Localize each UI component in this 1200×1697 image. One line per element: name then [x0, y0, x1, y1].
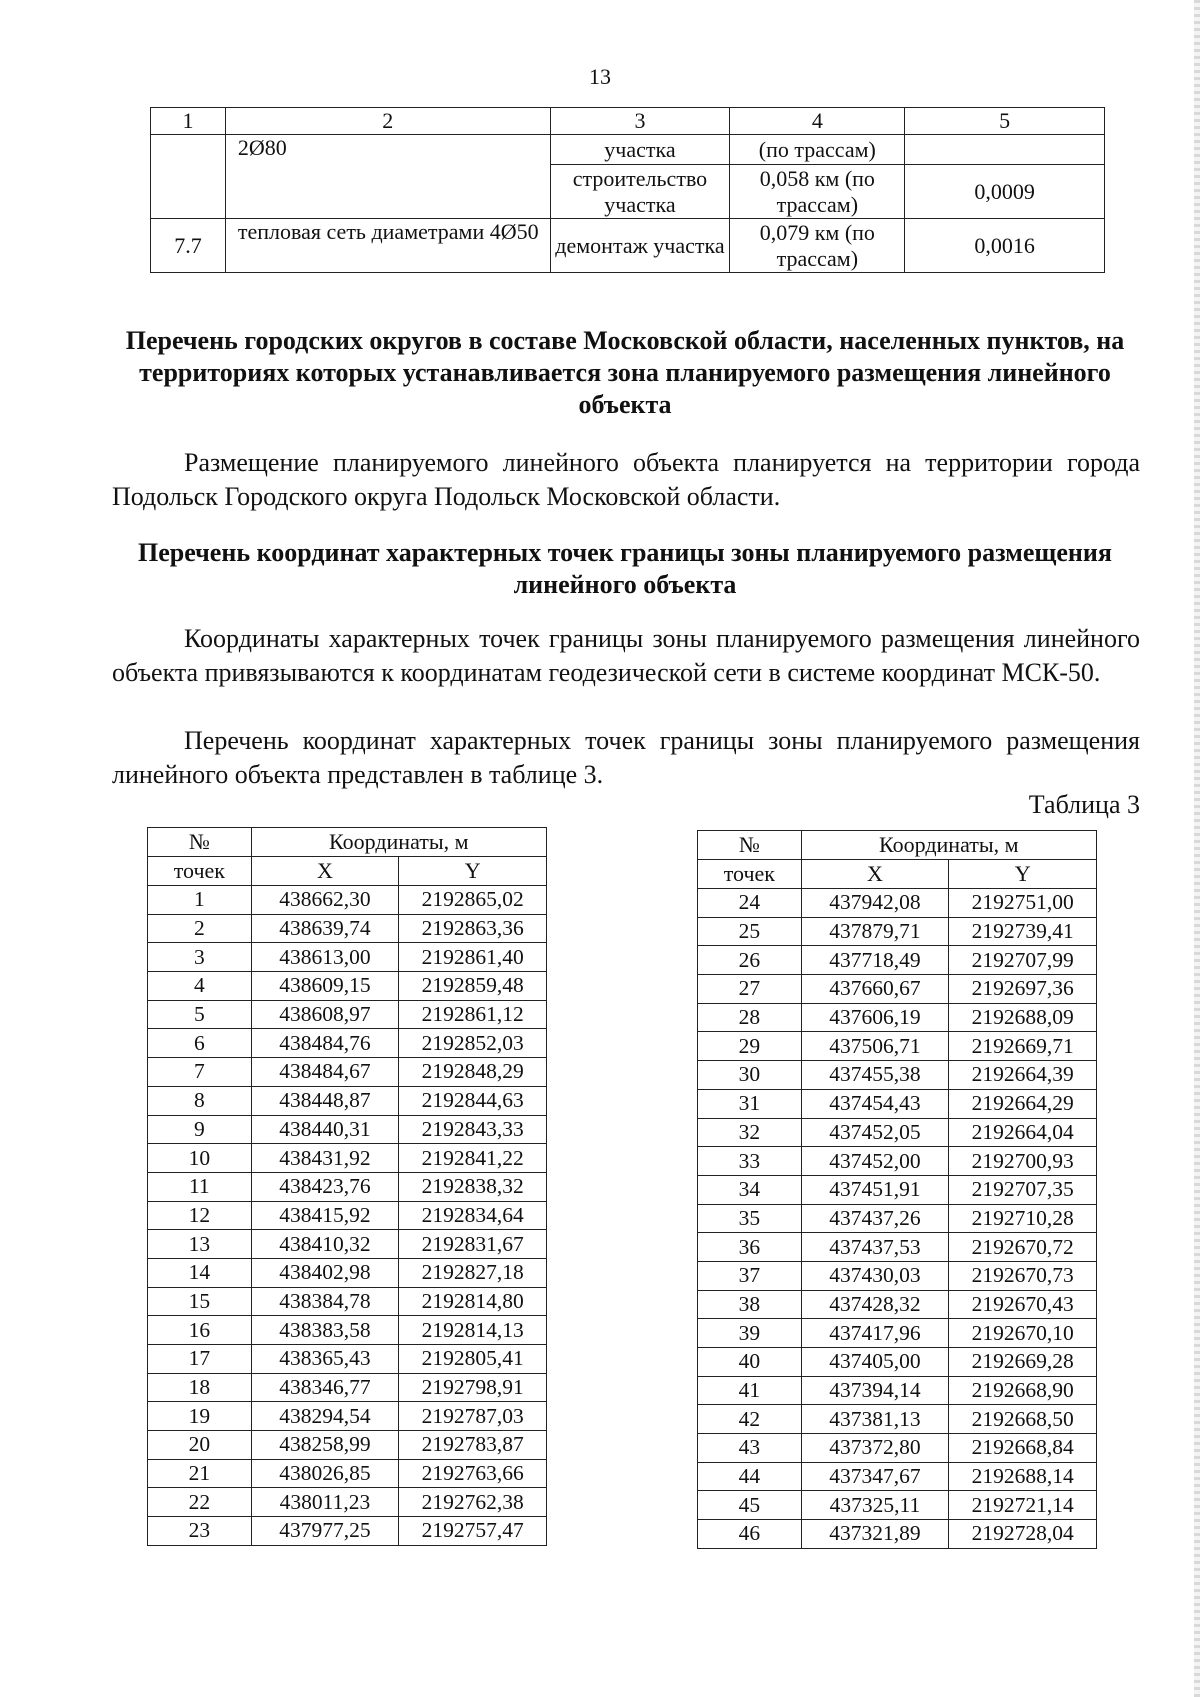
- x-coordinate-cell: 438431,92: [251, 1144, 399, 1173]
- x-coordinate-cell: 438410,32: [251, 1230, 399, 1259]
- header-cell: 3: [550, 108, 730, 135]
- x-coordinate-cell: 437879,71: [801, 917, 949, 946]
- point-number-cell: 25: [698, 917, 802, 946]
- x-coordinate-cell: 437430,03: [801, 1261, 949, 1290]
- table-row: [698, 917, 1097, 946]
- table-row: [698, 1003, 1097, 1032]
- x-coordinate-cell: 438258,99: [251, 1431, 399, 1460]
- header-cell: 4: [730, 108, 905, 135]
- point-number-header: точек: [148, 857, 252, 886]
- table-row: [698, 1520, 1097, 1549]
- x-coordinate-cell: 437452,00: [801, 1147, 949, 1176]
- table-row: [148, 1115, 547, 1144]
- x-coordinate-cell: 437394,14: [801, 1376, 949, 1405]
- x-header: X: [251, 857, 399, 886]
- point-number-cell: 20: [148, 1431, 252, 1460]
- point-number-cell: 2: [148, 914, 252, 943]
- table-row: [698, 946, 1097, 975]
- x-coordinate-cell: 438613,00: [251, 943, 399, 972]
- y-coordinate-cell: 2192664,39: [949, 1061, 1097, 1090]
- table-row: [698, 1233, 1097, 1262]
- y-coordinate-cell: 2192688,14: [949, 1462, 1097, 1491]
- y-coordinate-cell: 2192783,87: [399, 1431, 547, 1460]
- continuation-table: [150, 107, 1105, 273]
- point-number-cell: 44: [698, 1462, 802, 1491]
- area-cell: 0,0009: [905, 165, 1105, 219]
- work-type-cell: демонтаж участка: [550, 219, 730, 273]
- coordinates-table-right: [697, 830, 1097, 1549]
- point-number-cell: 21: [148, 1459, 252, 1488]
- y-coordinate-cell: 2192848,29: [399, 1058, 547, 1087]
- length-cell: (по трассам): [730, 135, 905, 165]
- area-cell: 0,0016: [905, 219, 1105, 273]
- x-coordinate-cell: 437325,11: [801, 1491, 949, 1520]
- table-row: [698, 1348, 1097, 1377]
- y-coordinate-cell: 2192669,28: [949, 1348, 1097, 1377]
- point-number-cell: 40: [698, 1348, 802, 1377]
- x-coordinate-cell: 437506,71: [801, 1032, 949, 1061]
- section-heading-coordinates: Перечень координат характерных точек границы зоны планируемого размещения линейного объекта: [138, 538, 1112, 599]
- table-row: [151, 219, 1105, 273]
- table-row: [148, 972, 547, 1001]
- point-number-cell: 8: [148, 1086, 252, 1115]
- x-header: X: [801, 860, 949, 889]
- x-coordinate-cell: 438294,54: [251, 1402, 399, 1431]
- y-coordinate-cell: 2192834,64: [399, 1201, 547, 1230]
- y-coordinate-cell: 2192670,72: [949, 1233, 1097, 1262]
- y-header: Y: [399, 857, 547, 886]
- y-coordinate-cell: 2192814,80: [399, 1287, 547, 1316]
- point-number-cell: 38: [698, 1290, 802, 1319]
- y-coordinate-cell: 2192814,13: [399, 1316, 547, 1345]
- x-coordinate-cell: 437977,25: [251, 1517, 399, 1546]
- point-number-cell: 28: [698, 1003, 802, 1032]
- length-cell: 0,079 км (по трассам): [730, 219, 905, 273]
- table-row: [148, 1000, 547, 1029]
- object-name-cell: 2Ø80: [225, 135, 550, 219]
- point-number-cell: 11: [148, 1172, 252, 1201]
- y-coordinate-cell: 2192805,41: [399, 1345, 547, 1374]
- point-number-cell: 45: [698, 1491, 802, 1520]
- coordinates-header: Координаты, м: [801, 831, 1096, 860]
- x-coordinate-cell: 438662,30: [251, 886, 399, 915]
- table-row: [698, 1175, 1097, 1204]
- point-number-cell: 42: [698, 1405, 802, 1434]
- point-number-cell: 5: [148, 1000, 252, 1029]
- y-coordinate-cell: 2192852,03: [399, 1029, 547, 1058]
- y-coordinate-cell: 2192670,43: [949, 1290, 1097, 1319]
- y-coordinate-cell: 2192827,18: [399, 1258, 547, 1287]
- table-row: [148, 1316, 547, 1345]
- point-number-cell: 9: [148, 1115, 252, 1144]
- table-row: [698, 1376, 1097, 1405]
- point-number-cell: 37: [698, 1261, 802, 1290]
- table-row: [148, 1172, 547, 1201]
- table-row: [698, 1147, 1097, 1176]
- x-coordinate-cell: 437452,05: [801, 1118, 949, 1147]
- y-header: Y: [949, 860, 1097, 889]
- table-row: [698, 1032, 1097, 1061]
- point-number-cell: 43: [698, 1434, 802, 1463]
- y-coordinate-cell: 2192863,36: [399, 914, 547, 943]
- point-number-cell: 6: [148, 1029, 252, 1058]
- y-coordinate-cell: 2192668,84: [949, 1434, 1097, 1463]
- point-number-cell: 16: [148, 1316, 252, 1345]
- y-coordinate-cell: 2192668,90: [949, 1376, 1097, 1405]
- table-row: [148, 1431, 547, 1460]
- table-row: [148, 1029, 547, 1058]
- row-number-cell: 7.7: [151, 219, 226, 273]
- point-number-cell: 14: [148, 1258, 252, 1287]
- y-coordinate-cell: 2192707,99: [949, 946, 1097, 975]
- table-row: [698, 1204, 1097, 1233]
- table-row: [698, 1261, 1097, 1290]
- x-coordinate-cell: 438448,87: [251, 1086, 399, 1115]
- table-row: [698, 1061, 1097, 1090]
- table-row: [698, 1089, 1097, 1118]
- y-coordinate-cell: 2192757,47: [399, 1517, 547, 1546]
- point-number-cell: 46: [698, 1520, 802, 1549]
- length-cell: 0,058 км (по трассам): [730, 165, 905, 219]
- table-row: [698, 1319, 1097, 1348]
- y-coordinate-cell: 2192739,41: [949, 917, 1097, 946]
- table-row: [148, 886, 547, 915]
- table-row: [148, 1144, 547, 1173]
- x-coordinate-cell: 438484,67: [251, 1058, 399, 1087]
- y-coordinate-cell: 2192844,63: [399, 1086, 547, 1115]
- x-coordinate-cell: 437942,08: [801, 889, 949, 918]
- x-coordinate-cell: 437347,67: [801, 1462, 949, 1491]
- point-number-cell: 29: [698, 1032, 802, 1061]
- x-coordinate-cell: 437455,38: [801, 1061, 949, 1090]
- table-header-row: [151, 108, 1105, 135]
- point-number-header: №: [698, 831, 802, 860]
- x-coordinate-cell: 438639,74: [251, 914, 399, 943]
- y-coordinate-cell: 2192838,32: [399, 1172, 547, 1201]
- x-coordinate-cell: 438423,76: [251, 1172, 399, 1201]
- table-row: [148, 1287, 547, 1316]
- point-number-cell: 36: [698, 1233, 802, 1262]
- y-coordinate-cell: 2192787,03: [399, 1402, 547, 1431]
- point-number-cell: 31: [698, 1089, 802, 1118]
- table-row: [148, 1488, 547, 1517]
- x-coordinate-cell: 438346,77: [251, 1373, 399, 1402]
- object-name-cell: тепловая сеть диаметрами 4Ø50: [225, 219, 550, 273]
- coordinates-header: Координаты, м: [251, 828, 546, 857]
- point-number-header: точек: [698, 860, 802, 889]
- x-coordinate-cell: 437718,49: [801, 946, 949, 975]
- header-cell: 5: [905, 108, 1105, 135]
- table-row: [148, 1345, 547, 1374]
- y-coordinate-cell: 2192700,93: [949, 1147, 1097, 1176]
- table-row: [698, 1491, 1097, 1520]
- x-coordinate-cell: 438011,23: [251, 1488, 399, 1517]
- point-number-cell: 22: [148, 1488, 252, 1517]
- x-coordinate-cell: 437454,43: [801, 1089, 949, 1118]
- table-row: [698, 1434, 1097, 1463]
- x-coordinate-cell: 437405,00: [801, 1348, 949, 1377]
- y-coordinate-cell: 2192688,09: [949, 1003, 1097, 1032]
- table-row: [148, 1230, 547, 1259]
- table-row: [148, 1086, 547, 1115]
- x-coordinate-cell: 438402,98: [251, 1258, 399, 1287]
- y-coordinate-cell: 2192865,02: [399, 886, 547, 915]
- y-coordinate-cell: 2192670,73: [949, 1261, 1097, 1290]
- y-coordinate-cell: 2192751,00: [949, 889, 1097, 918]
- table-row: [698, 1118, 1097, 1147]
- paragraph-table-reference: [112, 724, 1140, 792]
- table-row: [148, 1459, 547, 1488]
- coordinates-table-left: [147, 827, 547, 1546]
- y-coordinate-cell: 2192798,91: [399, 1373, 547, 1402]
- paragraph-coordinate-system: [112, 622, 1140, 690]
- point-number-cell: 24: [698, 889, 802, 918]
- point-number-cell: 39: [698, 1319, 802, 1348]
- x-coordinate-cell: 438440,31: [251, 1115, 399, 1144]
- x-coordinate-cell: 437381,13: [801, 1405, 949, 1434]
- coordinates-body: [148, 886, 547, 1546]
- table-row: [148, 1517, 547, 1546]
- table-row: [148, 1373, 547, 1402]
- x-coordinate-cell: 438383,58: [251, 1316, 399, 1345]
- y-coordinate-cell: 2192697,36: [949, 975, 1097, 1004]
- point-number-cell: 1: [148, 886, 252, 915]
- y-coordinate-cell: 2192664,29: [949, 1089, 1097, 1118]
- y-coordinate-cell: 2192670,10: [949, 1319, 1097, 1348]
- x-coordinate-cell: 438609,15: [251, 972, 399, 1001]
- y-coordinate-cell: 2192831,67: [399, 1230, 547, 1259]
- y-coordinate-cell: 2192668,50: [949, 1405, 1097, 1434]
- work-type-cell: строительство участка: [550, 165, 730, 219]
- point-number-cell: 33: [698, 1147, 802, 1176]
- x-coordinate-cell: 438608,97: [251, 1000, 399, 1029]
- x-coordinate-cell: 437437,53: [801, 1233, 949, 1262]
- y-coordinate-cell: 2192861,12: [399, 1000, 547, 1029]
- point-number-cell: 12: [148, 1201, 252, 1230]
- point-number-cell: 15: [148, 1287, 252, 1316]
- x-coordinate-cell: 437321,89: [801, 1520, 949, 1549]
- y-coordinate-cell: 2192669,71: [949, 1032, 1097, 1061]
- point-number-cell: 30: [698, 1061, 802, 1090]
- section-heading-districts: Перечень городских округов в составе Московской области, населенных пунктов, на территориях которых устанавливается зона планируемого размещения линейного объекта: [125, 326, 1125, 419]
- table-caption: Таблица 3: [1028, 790, 1140, 819]
- point-number-cell: 41: [698, 1376, 802, 1405]
- point-number-cell: 23: [148, 1517, 252, 1546]
- point-number-cell: 19: [148, 1402, 252, 1431]
- table-row: [148, 943, 547, 972]
- point-number-cell: 10: [148, 1144, 252, 1173]
- row-number-cell: [151, 135, 226, 219]
- y-coordinate-cell: 2192664,04: [949, 1118, 1097, 1147]
- paragraph-location: [112, 446, 1140, 514]
- x-coordinate-cell: 437451,91: [801, 1175, 949, 1204]
- x-coordinate-cell: 437660,67: [801, 975, 949, 1004]
- x-coordinate-cell: 437428,32: [801, 1290, 949, 1319]
- table-row: [698, 1290, 1097, 1319]
- y-coordinate-cell: 2192843,33: [399, 1115, 547, 1144]
- point-number-cell: 18: [148, 1373, 252, 1402]
- point-number-cell: 27: [698, 975, 802, 1004]
- table-row: [698, 889, 1097, 918]
- page-number: 13: [589, 64, 611, 89]
- table-row: [698, 975, 1097, 1004]
- y-coordinate-cell: 2192859,48: [399, 972, 547, 1001]
- table-row: [151, 135, 1105, 165]
- x-coordinate-cell: 438384,78: [251, 1287, 399, 1316]
- area-cell: [905, 135, 1105, 165]
- x-coordinate-cell: 437372,80: [801, 1434, 949, 1463]
- paragraph-text: Перечень координат характерных точек границы зоны планируемого размещения линейного объекта представлен в таблице 3.: [112, 726, 1140, 789]
- table-row: [148, 914, 547, 943]
- y-coordinate-cell: 2192762,38: [399, 1488, 547, 1517]
- paragraph-text: Размещение планируемого линейного объекта планируется на территории города Подольск Городского округа Подольск Московской области.: [112, 448, 1140, 511]
- x-coordinate-cell: 438365,43: [251, 1345, 399, 1374]
- scan-edge: [1194, 0, 1200, 1697]
- y-coordinate-cell: 2192710,28: [949, 1204, 1097, 1233]
- header-cell: 1: [151, 108, 226, 135]
- x-coordinate-cell: 438026,85: [251, 1459, 399, 1488]
- x-coordinate-cell: 437417,96: [801, 1319, 949, 1348]
- table-row: [148, 1201, 547, 1230]
- table-row: [698, 1462, 1097, 1491]
- coordinates-body: [698, 889, 1097, 1549]
- table-row: [148, 1258, 547, 1287]
- point-number-cell: 35: [698, 1204, 802, 1233]
- y-coordinate-cell: 2192861,40: [399, 943, 547, 972]
- x-coordinate-cell: 437606,19: [801, 1003, 949, 1032]
- table-row: [698, 1405, 1097, 1434]
- point-number-cell: 3: [148, 943, 252, 972]
- point-number-cell: 13: [148, 1230, 252, 1259]
- point-number-cell: 7: [148, 1058, 252, 1087]
- y-coordinate-cell: 2192841,22: [399, 1144, 547, 1173]
- work-type-cell: участка: [550, 135, 730, 165]
- table-row: [148, 1402, 547, 1431]
- y-coordinate-cell: 2192763,66: [399, 1459, 547, 1488]
- paragraph-text: Координаты характерных точек границы зоны планируемого размещения линейного объекта привязываются к координатам геодезической сети в системе координат МСК-50.: [112, 624, 1140, 687]
- point-number-cell: 26: [698, 946, 802, 975]
- y-coordinate-cell: 2192728,04: [949, 1520, 1097, 1549]
- point-number-cell: 17: [148, 1345, 252, 1374]
- x-coordinate-cell: 438415,92: [251, 1201, 399, 1230]
- point-number-cell: 4: [148, 972, 252, 1001]
- header-cell: 2: [225, 108, 550, 135]
- x-coordinate-cell: 437437,26: [801, 1204, 949, 1233]
- y-coordinate-cell: 2192721,14: [949, 1491, 1097, 1520]
- point-number-header: №: [148, 828, 252, 857]
- x-coordinate-cell: 438484,76: [251, 1029, 399, 1058]
- table-row: [148, 1058, 547, 1087]
- point-number-cell: 32: [698, 1118, 802, 1147]
- y-coordinate-cell: 2192707,35: [949, 1175, 1097, 1204]
- point-number-cell: 34: [698, 1175, 802, 1204]
